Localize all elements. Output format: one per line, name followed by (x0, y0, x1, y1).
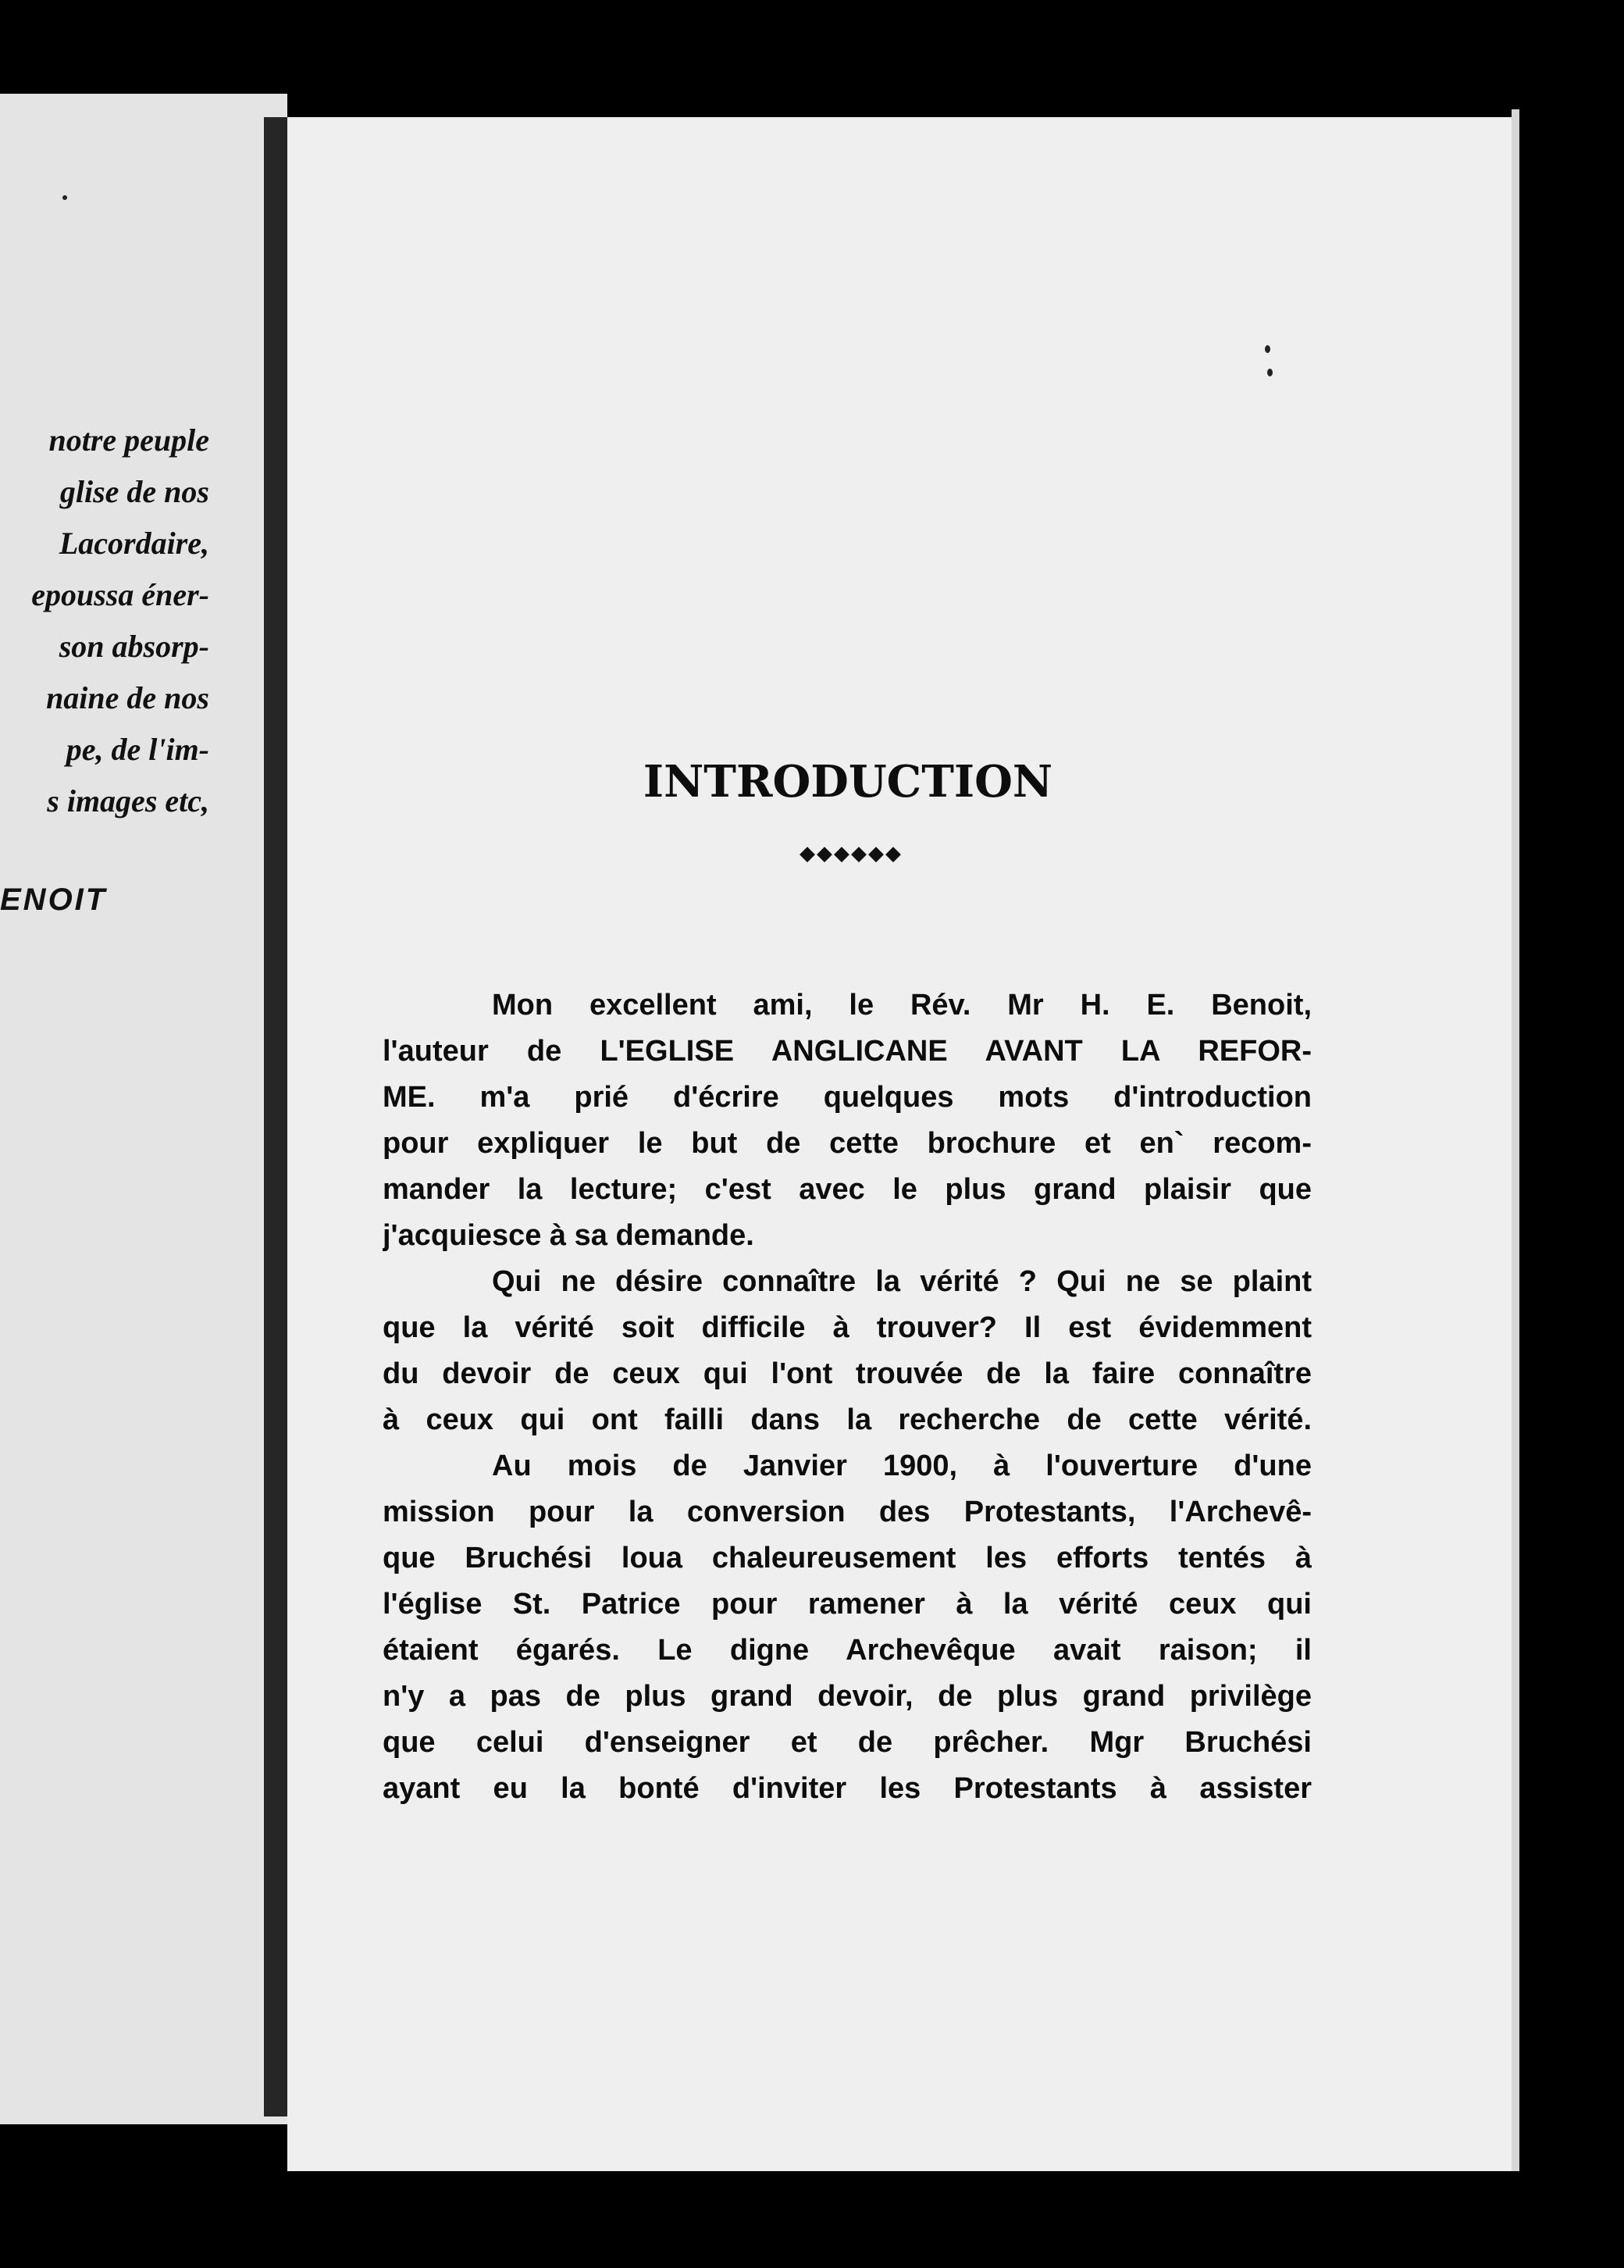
left-page (0, 94, 287, 2124)
text-line: mission pour la conversion des Protestants, l'Archevê- (383, 1496, 1312, 1528)
text-line: l'église St. Patrice pour ramener à la vérité ceux qui (383, 1588, 1312, 1621)
text-line: n'y a pas de plus grand devoir, de plus grand privilège (383, 1680, 1312, 1713)
text-line: que Bruchési loua chaleureusement les efforts tentés à (383, 1542, 1312, 1574)
text-line: Qui ne désire connaître la vérité ? Qui ne se plaint (492, 1265, 1312, 1298)
text-line: l'auteur de L'EGLISE ANGLICANE AVANT LA REFOR- (383, 1035, 1312, 1068)
text-line: Mon excellent ami, le Rév. Mr H. E. Benoit, (492, 989, 1312, 1022)
text-line: que la vérité soit difficile à trouver? Il est évidemment (383, 1311, 1312, 1344)
paragraph (383, 1443, 1312, 1812)
text-line: du devoir de ceux qui l'ont trouvée de la faire connaître (383, 1357, 1312, 1390)
title-ornament: ◆◆◆◆◆◆ (800, 842, 903, 865)
page-gutter (264, 117, 287, 2116)
introduction-body (383, 982, 1312, 1812)
page-title: INTRODUCTION (643, 755, 1053, 808)
scan-speck (1267, 369, 1273, 376)
text-line: Au mois de Janvier 1900, à l'ouverture d'une (492, 1450, 1312, 1482)
text-line: mander la lecture; c'est avec le plus grand plaisir que (383, 1173, 1312, 1206)
text-line: j'acquiesce à sa demande. (383, 1219, 754, 1252)
text-line: à ceux qui ont failli dans la recherche de cette vérité. (383, 1403, 1312, 1436)
left-page-line: Lacordaire, (59, 526, 209, 561)
text-line: pour expliquer le but de cette brochure et en` recom- (383, 1127, 1312, 1160)
text-line: ME. m'a prié d'écrire quelques mots d'introduction (383, 1081, 1312, 1114)
left-page-line: s images etc, (47, 783, 209, 818)
text-line: que celui d'enseigner et de prêcher. Mgr Bruchési (383, 1726, 1312, 1759)
left-page-line: notre peuple (48, 423, 209, 458)
page-edge (1512, 109, 1519, 2171)
left-page-signature: ENOIT (0, 883, 108, 917)
scan-speck (1265, 345, 1270, 353)
left-page-line: son absorp- (59, 629, 209, 664)
left-page-line: pe, de l'im- (66, 732, 209, 767)
left-page-line: naine de nos (46, 680, 209, 715)
left-page-line: glise de nos (59, 474, 209, 509)
left-page-line: epoussa éner- (31, 577, 209, 612)
text-line: étaient égarés. Le digne Archevêque avait raison; il (383, 1634, 1312, 1667)
paragraph (383, 1259, 1312, 1443)
text-line: ayant eu la bonté d'inviter les Protestants à assister (383, 1772, 1312, 1805)
paragraph (383, 982, 1312, 1259)
scan-speck (62, 195, 67, 200)
